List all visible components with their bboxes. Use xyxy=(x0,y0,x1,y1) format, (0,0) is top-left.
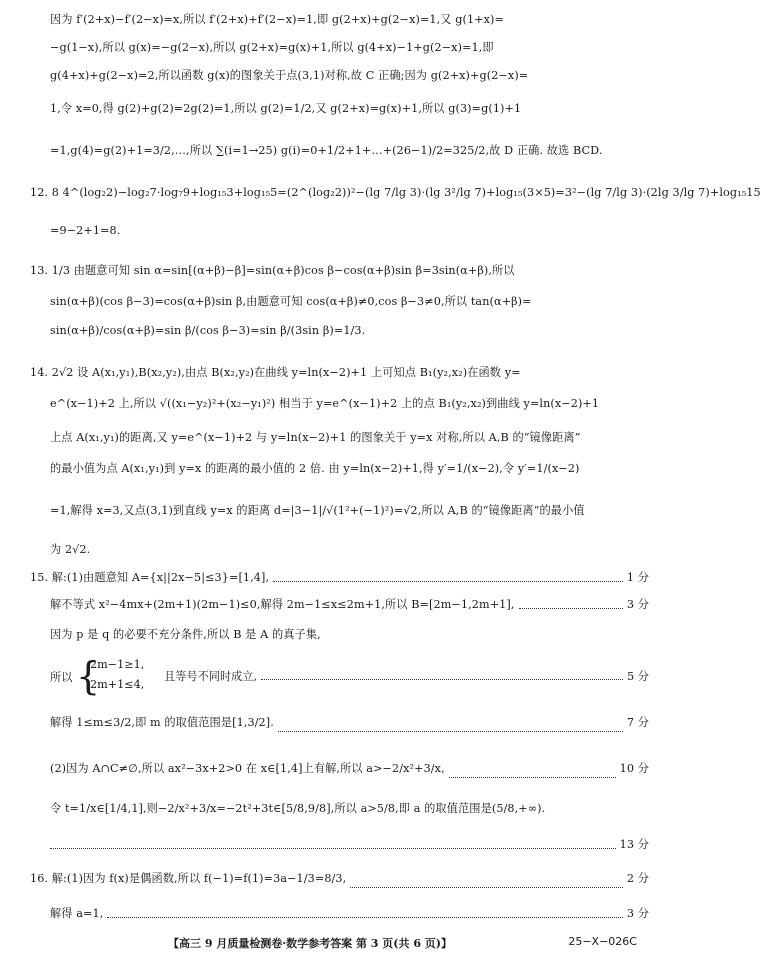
leader-dots xyxy=(519,608,623,609)
leader-dots xyxy=(107,917,622,918)
system-condition: 2m+1≤4, xyxy=(90,678,145,691)
q15-line xyxy=(30,570,649,586)
solution-line: g(4+x)+g(2−x)=2,所以函数 g(x)的图象关于点(3,1)对称,故 C 正确;因为 g(2+x)+g(2−x)= xyxy=(50,69,529,82)
q12-line: =9−2+1=8. xyxy=(50,224,121,237)
q14-line: e^(x−1)+2 上,所以 √((x₁−y₂)²+(x₂−y₁)²) 相当于 y=e^(x−1)+2 上的点 B₁(y₂,x₂)到曲线 y=ln(x−2)+1 xyxy=(50,397,600,410)
footer-title: 【高三 9 月质量检测卷·数学参考答案 第 3 页(共 6 页)】 xyxy=(168,937,453,950)
q15-text: 15. 解:(1)由题意知 A={x||2x−5|≤3}=[1,4], xyxy=(30,571,270,584)
leader-dots xyxy=(273,581,623,582)
solution-line: 因为 f′(2+x)−f′(2−x)=x,所以 f′(2+x)+f′(2−x)=1,即 g(2+x)+g(2−x)=1,又 g(1+x)= xyxy=(50,13,505,26)
score-mark: 5 分 xyxy=(627,670,649,683)
q15-text: (2)因为 A∩C≠∅,所以 ax²−3x+2>0 在 x∈[1,4]上有解,所以 a>−2/x²+3/x, xyxy=(50,762,445,775)
score-mark: 13 分 xyxy=(619,838,649,851)
q14-line: 的最小值为点 A(x₁,y₁)到 y=x 的距离的最小值的 2 倍. 由 y=ln(x−2)+1,得 y′=1/(x−2),令 y′=1/(x−2) xyxy=(50,462,580,475)
q15-line: 因为 p 是 q 的必要不充分条件,所以 B 是 A 的真子集, xyxy=(50,628,321,641)
q15-line xyxy=(50,756,649,782)
score-mark: 3 分 xyxy=(626,598,649,611)
q14-line: 上点 A(x₁,y₁)的距离,又 y=e^(x−1)+2 与 y=ln(x−2)+1 的图象关于 y=x 对称,所以 A,B 的“镜像距离” xyxy=(50,431,581,444)
score-mark: 2 分 xyxy=(626,872,649,885)
q13-line: 13. 1/3 由题意可知 sin α=sin[(α+β)−β]=sin(α+β)cos β−cos(α+β)sin β=3sin(α+β),所以 xyxy=(30,264,515,277)
solution-line: =1,g(4)=g(2)+1=3/2,…,所以 ∑(i=1→25) g(i)=0+1/2+1+…+(26−1)/2=325/2,故 D 正确. 故选 BCD. xyxy=(50,144,603,157)
system-condition: 2m−1≥1, xyxy=(90,658,145,671)
q15-system xyxy=(50,656,649,698)
q15-line xyxy=(50,837,649,853)
score-mark: 7 分 xyxy=(626,716,649,729)
solution-line: −g(1−x),所以 g(x)=−g(2−x),所以 g(2+x)=g(x)+1,所以 g(4+x)−1+g(2−x)=1,即 xyxy=(50,41,494,54)
q14-line: 为 2√2. xyxy=(50,543,91,556)
q16-line xyxy=(50,906,649,922)
leader-dots xyxy=(261,679,623,680)
q15-line: 令 t=1/x∈[1/4,1],则−2/x²+3/x=−2t²+3t∈[5/8,9/8],所以 a>5/8,即 a 的取值范围是(5/8,+∞). xyxy=(50,802,546,815)
footer-code: 25−X−026C xyxy=(568,935,637,948)
q16-line xyxy=(30,866,649,892)
q15-text: 且等号不同时成立, xyxy=(164,670,258,683)
brace-icon: { xyxy=(76,654,101,698)
score-mark: 1 分 xyxy=(626,571,649,584)
q14-line: 14. 2√2 设 A(x₁,y₁),B(x₂,y₂),由点 B(x₂,y₂)在曲线 y=ln(x−2)+1 上可知点 B₁(y₂,x₂)在函数 y= xyxy=(30,366,521,379)
q14-line: =1,解得 x=3,又点(3,1)到直线 y=x 的距离 d=|3−1|/√(1²+(−1)²)=√2,所以 A,B 的“镜像距离”的最小值 xyxy=(50,504,585,517)
q13-line: sin(α+β)(cos β−3)=cos(α+β)sin β,由题意可知 cos(α+β)≠0,cos β−3≠0,所以 tan(α+β)= xyxy=(50,295,532,308)
leader-dots xyxy=(449,777,616,778)
leader-dots xyxy=(350,887,623,888)
leader-dots xyxy=(50,848,616,849)
q15-text: 解得 1≤m≤3/2,即 m 的取值范围是[1,3/2]. xyxy=(50,716,274,729)
q15-line xyxy=(50,597,649,613)
score-mark: 10 分 xyxy=(619,762,649,775)
leader-dots xyxy=(278,731,623,732)
q15-text: 解不等式 x²−4mx+(2m+1)(2m−1)≤0,解得 2m−1≤x≤2m+1,所以 B=[2m−1,2m+1], xyxy=(50,598,515,611)
q16-text: 16. 解:(1)因为 f(x)是偶函数,所以 f(−1)=f(1)=3a−1/3=8/3, xyxy=(30,872,347,885)
q15-line xyxy=(50,710,649,736)
q12-line: 12. 8 4^(log₂2)−log₂7·log₇9+log₁₅3+log₁₅5=(2^(log₂2))²−(lg 7/lg 3)·(lg 3²/lg 7)+log₁₅(3×5)=3²−(lg 7/lg 3)·(2lg 3/lg 7)+log₁₅15 xyxy=(30,186,761,199)
q13-line: sin(α+β)/cos(α+β)=sin β/(cos β−3)=sin β/(3sin β)=1/3. xyxy=(50,324,366,337)
solution-line: 1,令 x=0,得 g(2)+g(2)=2g(2)=1,所以 g(2)=1/2,又 g(2+x)=g(x)+1,所以 g(3)=g(1)+1 xyxy=(50,102,522,115)
score-mark: 3 分 xyxy=(626,907,649,920)
q16-text: 解得 a=1, xyxy=(50,907,104,920)
system-label: 所以 xyxy=(50,671,73,684)
